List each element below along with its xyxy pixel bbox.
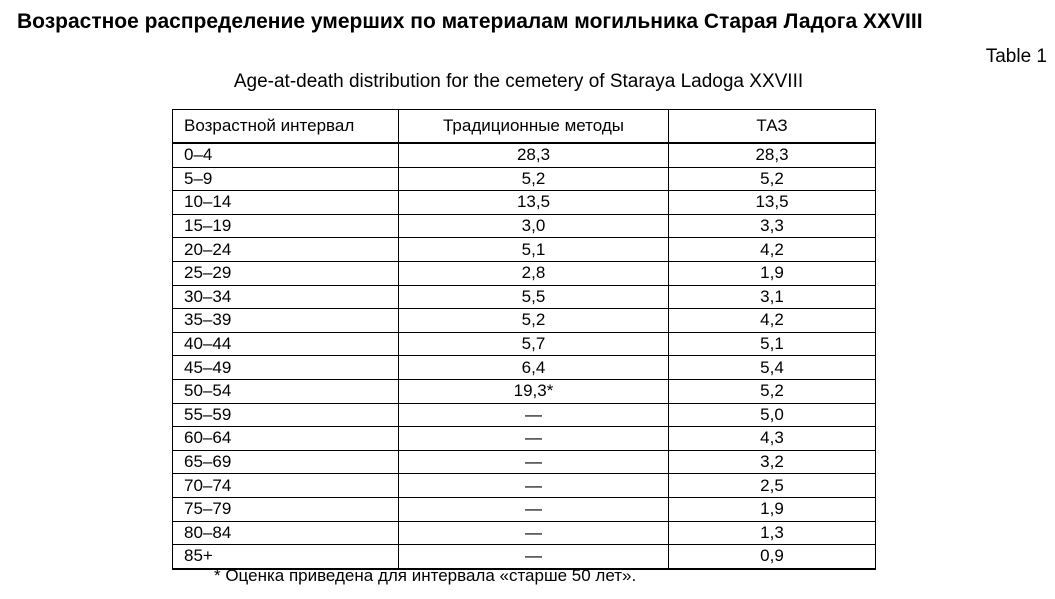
cell-taz: 13,5 (669, 191, 876, 215)
cell-traditional-methods: 28,3 (399, 143, 669, 167)
document-title: Возрастное распределение умерших по материалам могильника Старая Ладога XXVIII (17, 10, 923, 33)
cell-traditional-methods: 19,3* (399, 379, 669, 403)
cell-traditional-methods: — (399, 545, 669, 569)
table-row (173, 214, 876, 238)
table-row (173, 450, 876, 474)
cell-taz: 2,5 (669, 474, 876, 498)
header-age-interval: Возрастной интервал (173, 110, 399, 144)
table-header-row (173, 110, 876, 144)
table-number-label: Table 1 (985, 46, 1047, 67)
cell-traditional-methods: 5,1 (399, 238, 669, 262)
cell-age-interval: 25–29 (173, 261, 399, 285)
cell-taz: 5,2 (669, 379, 876, 403)
cell-age-interval: 70–74 (173, 474, 399, 498)
cell-taz: 0,9 (669, 545, 876, 569)
cell-traditional-methods: 6,4 (399, 356, 669, 380)
cell-age-interval: 75–79 (173, 497, 399, 521)
cell-traditional-methods: — (399, 521, 669, 545)
cell-traditional-methods: 3,0 (399, 214, 669, 238)
table-row (173, 261, 876, 285)
cell-taz: 5,0 (669, 403, 876, 427)
cell-age-interval: 50–54 (173, 379, 399, 403)
table-row (173, 309, 876, 333)
cell-age-interval: 0–4 (173, 143, 399, 167)
cell-age-interval: 5–9 (173, 167, 399, 191)
table-row (173, 474, 876, 498)
table-row (173, 497, 876, 521)
cell-age-interval: 40–44 (173, 332, 399, 356)
cell-taz: 5,1 (669, 332, 876, 356)
cell-age-interval: 65–69 (173, 450, 399, 474)
header-traditional-methods: Традиционные методы (399, 110, 669, 144)
cell-taz: 1,9 (669, 497, 876, 521)
cell-taz: 3,2 (669, 450, 876, 474)
table-row (173, 143, 876, 167)
cell-traditional-methods: — (399, 497, 669, 521)
cell-age-interval: 45–49 (173, 356, 399, 380)
table-row (173, 191, 876, 215)
cell-traditional-methods: — (399, 450, 669, 474)
cell-traditional-methods: — (399, 427, 669, 451)
cell-age-interval: 55–59 (173, 403, 399, 427)
cell-age-interval: 60–64 (173, 427, 399, 451)
table-row (173, 285, 876, 309)
cell-traditional-methods: 13,5 (399, 191, 669, 215)
cell-age-interval: 10–14 (173, 191, 399, 215)
cell-age-interval: 85+ (173, 545, 399, 569)
table-row (173, 167, 876, 191)
cell-traditional-methods: 2,8 (399, 261, 669, 285)
cell-age-interval: 15–19 (173, 214, 399, 238)
cell-taz: 5,4 (669, 356, 876, 380)
cell-traditional-methods: 5,5 (399, 285, 669, 309)
cell-age-interval: 80–84 (173, 521, 399, 545)
cell-traditional-methods: 5,2 (399, 167, 669, 191)
age-distribution-table (172, 109, 876, 570)
table-row (173, 238, 876, 262)
cell-taz: 4,3 (669, 427, 876, 451)
cell-traditional-methods: 5,2 (399, 309, 669, 333)
footnote: * Оценка приведена для интервала «старше 50 лет». (214, 566, 637, 585)
table-row (173, 521, 876, 545)
table-row (173, 427, 876, 451)
cell-traditional-methods: — (399, 474, 669, 498)
cell-taz: 1,9 (669, 261, 876, 285)
cell-taz: 3,1 (669, 285, 876, 309)
cell-age-interval: 20–24 (173, 238, 399, 262)
cell-age-interval: 30–34 (173, 285, 399, 309)
table-caption: Age-at-death distribution for the cemetery of Staraya Ladoga XXVIII (233, 71, 804, 92)
cell-traditional-methods: — (399, 403, 669, 427)
table-row (173, 379, 876, 403)
header-taz: ТАЗ (669, 110, 876, 144)
cell-age-interval: 35–39 (173, 309, 399, 333)
cell-taz: 3,3 (669, 214, 876, 238)
table-body (173, 143, 876, 569)
cell-taz: 28,3 (669, 143, 876, 167)
cell-taz: 4,2 (669, 238, 876, 262)
table-row (173, 356, 876, 380)
cell-taz: 1,3 (669, 521, 876, 545)
table-row (173, 332, 876, 356)
cell-taz: 4,2 (669, 309, 876, 333)
cell-traditional-methods: 5,7 (399, 332, 669, 356)
cell-taz: 5,2 (669, 167, 876, 191)
table-row (173, 403, 876, 427)
